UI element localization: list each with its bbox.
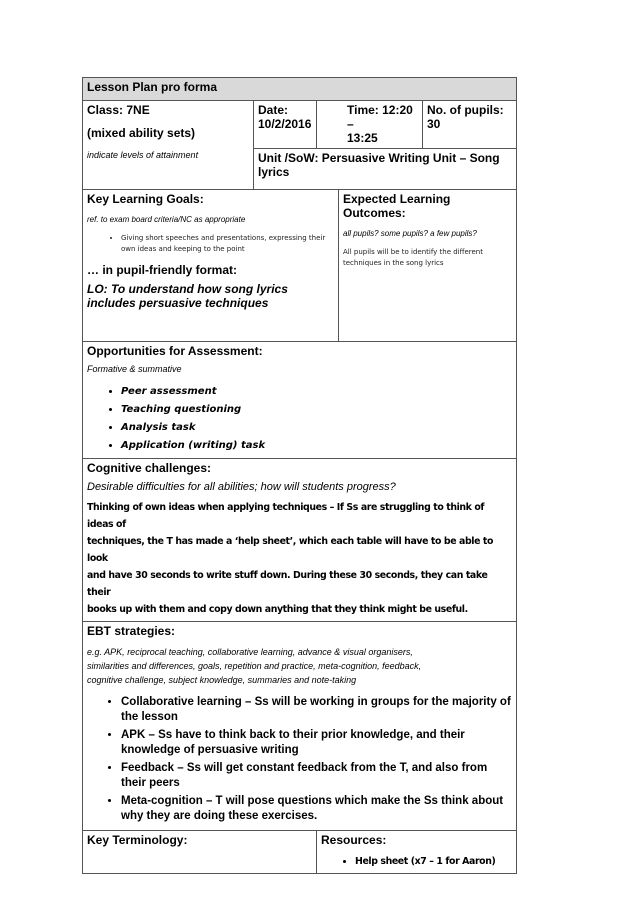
- ebt-item: • APK – Ss have to think back to their prior knowledge, and their knowledge of persuasive writing: [121, 728, 512, 758]
- goals-cell: [83, 190, 339, 342]
- resources-item: • Help sheet (x7 – 1 for Aaron): [355, 853, 512, 870]
- learning-objective: LO: To understand how song lyrics includes persuasive techniques: [87, 282, 288, 310]
- assessment-cell: [83, 342, 517, 459]
- class-note: indicate levels of attainment: [87, 150, 199, 160]
- assessment-list: [87, 383, 512, 455]
- cognitive-line: and have 30 seconds to write stuff down. During these 30 seconds, they can take their: [87, 570, 488, 598]
- pupils-label: No. of pupils:: [427, 103, 504, 117]
- unit-cell: Unit /SoW: Persuasive Writing Unit – Song lyrics: [254, 149, 517, 190]
- time-value: 13:25: [347, 131, 378, 145]
- assessment-heading: Opportunities for Assessment:: [87, 344, 263, 358]
- outcomes-text: All pupils will be to identify the different techniques in the song lyrics: [343, 248, 483, 267]
- goals-item: • Giving short speeches and presentations, expressing their own ideas and keeping to the point: [121, 233, 334, 255]
- resources-heading: Resources:: [321, 833, 387, 847]
- ebt-item: • Feedback – Ss will get constant feedback from the T, and also from their peers: [121, 761, 512, 791]
- cognitive-heading: Cognitive challenges:: [87, 461, 212, 475]
- ebt-list: [87, 695, 512, 824]
- goals-note: ref. to exam board criteria/NC as appropriate: [87, 215, 246, 224]
- class-cell: [83, 101, 254, 190]
- form-title: Lesson Plan pro forma: [83, 78, 517, 101]
- assessment-item: • Peer assessment: [121, 383, 512, 401]
- assessment-item: • Teaching questioning: [121, 401, 512, 419]
- ebt-item: • Collaborative learning – Ss will be working in groups for the majority of the lesson: [121, 695, 512, 725]
- cognitive-cell: [83, 459, 517, 622]
- ebt-cell: [83, 622, 517, 831]
- cognitive-line: techniques, the T has made a ‘help sheet’, which each table will have to be able to look: [87, 536, 494, 564]
- goals-heading: Key Learning Goals:: [87, 192, 204, 206]
- resources-cell: [317, 831, 517, 874]
- ebt-heading: EBT strategies:: [87, 624, 176, 638]
- outcomes-heading: Expected Learning Outcomes:: [343, 192, 451, 220]
- pupils-value: 30: [427, 117, 441, 131]
- ebt-note-line: cognitive challenge, subject knowledge, summaries and note-taking: [87, 675, 357, 685]
- terminology-heading: Key Terminology:: [87, 833, 188, 847]
- friendly-heading: … in pupil-friendly format:: [87, 263, 237, 277]
- time-cell: [317, 101, 423, 149]
- ebt-note-line: e.g. APK, reciprocal teaching, collaborative learning, advance & visual organisers,: [87, 647, 413, 657]
- ebt-item: • Meta-cognition – T will pose questions which make the Ss think about why they are doing these exercises.: [121, 794, 512, 824]
- outcomes-cell: [339, 190, 517, 342]
- resources-list: [321, 853, 512, 870]
- lesson-plan-table: [82, 77, 517, 874]
- assessment-item: • Application (writing) task: [121, 437, 512, 455]
- assessment-note: Formative & summative: [87, 364, 182, 374]
- assessment-item: • Analysis task: [121, 419, 512, 437]
- cognitive-line: books up with them and copy down anything that they think might be useful.: [87, 604, 468, 615]
- date-cell: [254, 101, 317, 149]
- date-value: 10/2/2016: [258, 117, 312, 131]
- outcomes-note: all pupils? some pupils? a few pupils?: [343, 229, 477, 238]
- cognitive-line: Thinking of own ideas when applying techniques – If Ss are struggling to think of ideas of: [87, 502, 485, 530]
- terminology-cell: [83, 831, 317, 874]
- pupils-cell: [423, 101, 517, 149]
- date-label: Date:: [258, 103, 289, 117]
- ebt-note-line: similarities and differences, goals, repetition and practice, meta-cognition, feedback,: [87, 661, 422, 671]
- class-subtitle: (mixed ability sets): [87, 126, 196, 140]
- cognitive-subtitle: Desirable difficulties for all abilities; how will students progress?: [87, 481, 396, 493]
- goals-list: [87, 233, 334, 255]
- time-label: Time: 12:20 –: [347, 103, 413, 131]
- class-label: Class: 7NE: [87, 103, 150, 117]
